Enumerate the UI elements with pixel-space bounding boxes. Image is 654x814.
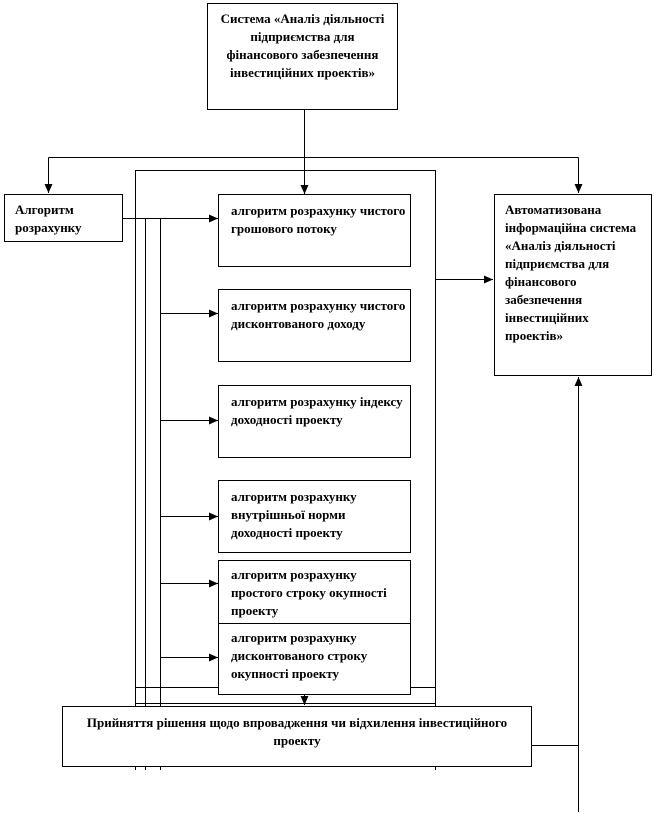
decision-text: Прийняття рішення щодо впровадження чи відхилення інвестиційного проекту [86,715,508,748]
system-title-text: Система «Аналіз діяльності підприємства для фінансового забезпечення інвестиційних проектів» [220,11,385,80]
decision-box [62,706,532,767]
algorithm-label: алгоритм розрахунку чистого грошового потоку [231,203,406,236]
algorithm-box-profitability-index [218,385,411,458]
algorithm-label: алгоритм розрахунку простого строку окупності проекту [231,567,387,618]
algorithm-box-npv [218,289,411,362]
calculation-algorithm-box [4,194,123,242]
calculation-algorithm-text: Алгоритм розрахунку [15,202,82,235]
information-system-text: Автоматизована інформаційна система «Аналіз діяльності підприємства для фінансового забезпечення інвестиційних проектів» [505,202,637,343]
system-title-box [207,3,398,110]
algorithm-label: алгоритм розрахунку внутрішньої норми доходності проекту [231,489,357,540]
algorithm-label: алгоритм розрахунку індексу доходності проекту [231,394,403,427]
algorithm-box-net-cash-flow [218,194,411,267]
algorithm-label: алгоритм розрахунку дисконтованого строку окупності проекту [231,630,368,681]
algorithm-box-irr [218,480,411,553]
information-system-box [494,194,652,376]
algorithm-box-discounted-payback [218,623,411,695]
algorithm-label: алгоритм розрахунку чистого дисконтованого доходу [231,298,406,331]
algorithm-box-simple-payback [218,560,411,624]
